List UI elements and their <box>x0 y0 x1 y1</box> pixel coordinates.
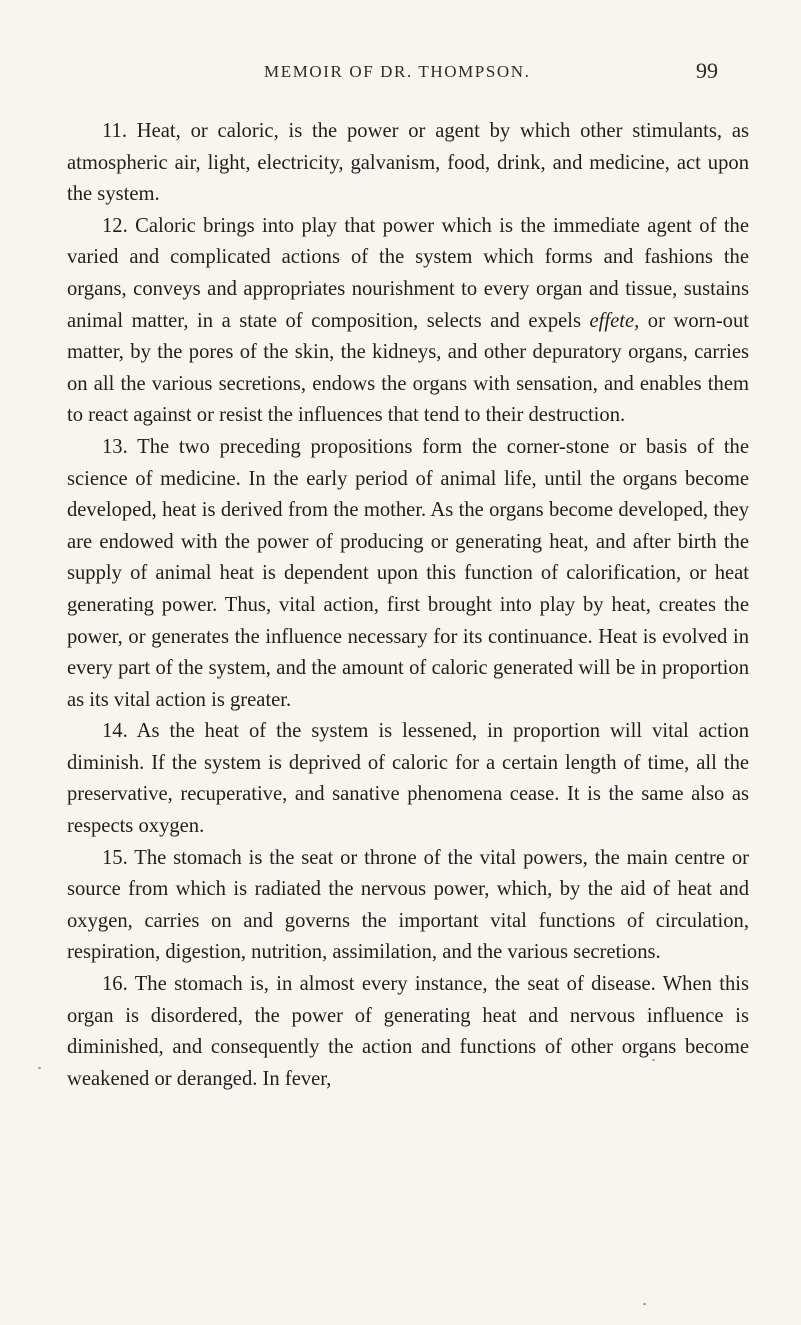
paragraph-number: 15. <box>102 846 128 869</box>
italic-term: effete, <box>589 309 640 332</box>
paragraph-number: 16. <box>102 973 128 996</box>
paragraph-number: 12. <box>102 214 128 237</box>
paragraph-text: Caloric brings into play that power which is the immediate agent of the varied and complicated actions of the system which forms and fashions the organs, conveys and appropriates nourishment to every organ and tissue, sustains animal matter, in a state of composition, selects and expels <box>67 214 749 332</box>
paper-speck <box>38 1067 41 1069</box>
paragraph-15 <box>67 843 749 969</box>
body-text <box>67 116 749 1095</box>
running-head <box>0 58 801 92</box>
paragraph-text: Heat, or caloric, is the power or agent by which other stimulants, as atmospheric air, light, electricity, galvanism, food, drink, and medicine, act upon the system. <box>67 120 749 206</box>
running-title: MEMOIR OF DR. THOMPSON. <box>264 62 531 81</box>
paragraph-16 <box>67 969 749 1095</box>
paragraph-text: The stomach is the seat or throne of the vital powers, the main centre or source from which is radiated the nervous power, which, by the aid of heat and oxygen, carries on and governs the important vital functions of circulation, respiration, digestion, nutrition, assimilation, and the various secretions. <box>67 846 750 964</box>
paper-speck <box>643 1303 646 1305</box>
paragraph-text: The two preceding propositions form the corner-stone or basis of the science of medicine. In the early period of animal life, until the organs become developed, heat is derived from the mother. As the organs become developed, they are endowed with the power of producing or generating heat, and after birth the supply of animal heat is dependent upon this function of calorification, or heat generating power. Thus, vital action, first brought into play by heat, creates the power, or generates the influence necessary for its continuance. Heat is evolved in every part of the system, and the amount of caloric generated will be in proportion as its vital action is greater. <box>67 435 749 711</box>
paragraph-14 <box>67 716 749 842</box>
paragraph-text-continued: or worn-out matter, by the pores of the skin, the kidneys, and other depuratory organs, carries on all the various secretions, endows the organs with sensation, and enables them to react against or resist the influences that tend to their destruction. <box>67 309 749 427</box>
paragraph-text: As the heat of the system is lessened, in proportion will vital action diminish. If the system is deprived of caloric for a certain length of time, all the preservative, recuperative, and sanative phenomena cease. It is the same also as respects oxygen. <box>67 720 749 838</box>
page-number: 99 <box>696 58 718 83</box>
paragraph-number: 11. <box>102 120 127 142</box>
paragraph-13 <box>67 432 749 716</box>
paragraph-11 <box>67 116 749 211</box>
paragraph-number: 14. <box>102 720 128 743</box>
paragraph-number: 13. <box>102 435 128 458</box>
paragraph-12 <box>67 211 749 432</box>
paragraph-text: The stomach is, in almost every instance, the seat of disease. When this organ is disordered, the power of generating heat and nervous influence is diminished, and consequently the action and functions of other organs become weakened or deranged. In fever, <box>67 973 749 1090</box>
paper-speck <box>652 1059 655 1061</box>
